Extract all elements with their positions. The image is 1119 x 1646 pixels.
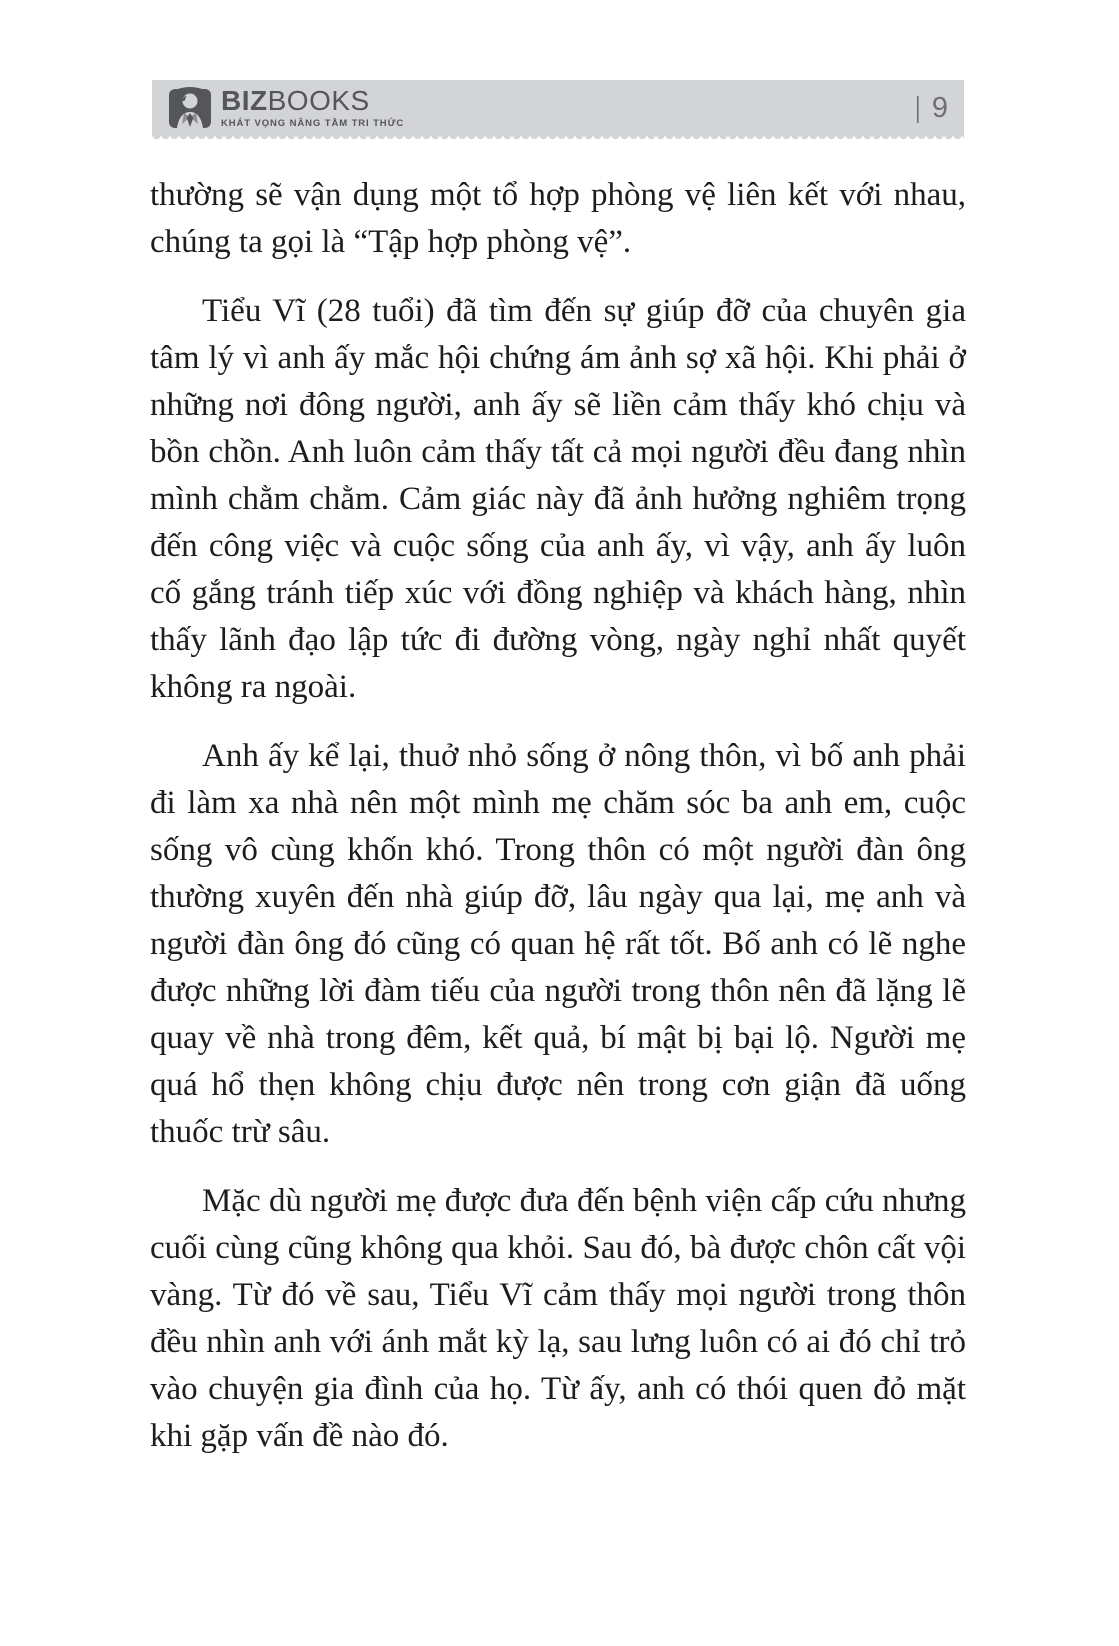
paragraph: Mặc dù người mẹ được đưa đến bệnh viện cấp cứu nhưng cuối cùng cũng không qua khỏi. Sau đó, bà được chôn cất vội vàng. Từ đó về sau, Tiểu Vĩ cảm thấy mọi người trong thôn đều nhìn anh với ánh mắt kỳ lạ, sau lưng luôn có ai đó chỉ trỏ vào chuyện gia đình của họ. Từ ấy, anh có thói quen đỏ mặt khi gặp vấn đề nào đó. bbox=[150, 1183, 966, 1454]
paragraph: Anh ấy kể lại, thuở nhỏ sống ở nông thôn, vì bố anh phải đi làm xa nhà nên một mình mẹ chăm sóc ba anh em, cuộc sống vô cùng khốn khó. Trong thôn có một người đàn ông thường xuyên đến nhà giúp đỡ, lâu ngày qua lại, mẹ anh và người đàn ông đó cũng có quan hệ rất tốt. Bố anh có lẽ nghe được những lời đàm tiếu của người trong thôn nên đã lặng lẽ quay về nhà trong đêm, kết quả, bí mật bị bại lộ. Người mẹ quá hổ thẹn không chịu được nên trong cơn giận đã uống thuốc trừ sâu. bbox=[150, 738, 966, 1150]
page-number bbox=[914, 80, 948, 136]
paragraph: thường sẽ vận dụng một tổ hợp phòng vệ liên kết với nhau, chúng ta gọi là “Tập hợp phòng vệ”. bbox=[150, 177, 966, 260]
brand-tagline: KHÁT VỌNG NÂNG TẦM TRI THỨC bbox=[221, 118, 405, 129]
page-number-separator: | bbox=[915, 91, 921, 124]
header-band bbox=[152, 80, 964, 136]
brand-name bbox=[221, 87, 404, 115]
brand-text bbox=[221, 87, 404, 129]
bizbooks-logo bbox=[168, 86, 404, 130]
paragraph: Tiểu Vĩ (28 tuổi) đã tìm đến sự giúp đỡ của chuyên gia tâm lý vì anh ấy mắc hội chứng ám ảnh sợ xã hội. Khi phải ở những nơi đông người, anh ấy sẽ liền cảm thấy khó chịu và bồn chồn. Anh luôn cảm thấy tất cả mọi người đều đang nhìn mình chằm chằm. Cảm giác này đã ảnh hưởng nghiêm trọng đến công việc và cuộc sống của anh ấy, vì vậy, anh ấy luôn cố gắng tránh tiếp xúc với đồng nghiệp và khách hàng, nhìn thấy lãnh đạo lập tức đi đường vòng, ngày nghỉ nhất quyết không ra ngoài. bbox=[150, 293, 966, 705]
brand-name-biz: BIZ bbox=[221, 85, 268, 116]
brand-name-books: BOOKS bbox=[267, 85, 370, 116]
page-number-value: 9 bbox=[931, 91, 948, 124]
page-body-text bbox=[150, 172, 966, 1482]
bizbooks-logo-icon bbox=[168, 86, 212, 130]
